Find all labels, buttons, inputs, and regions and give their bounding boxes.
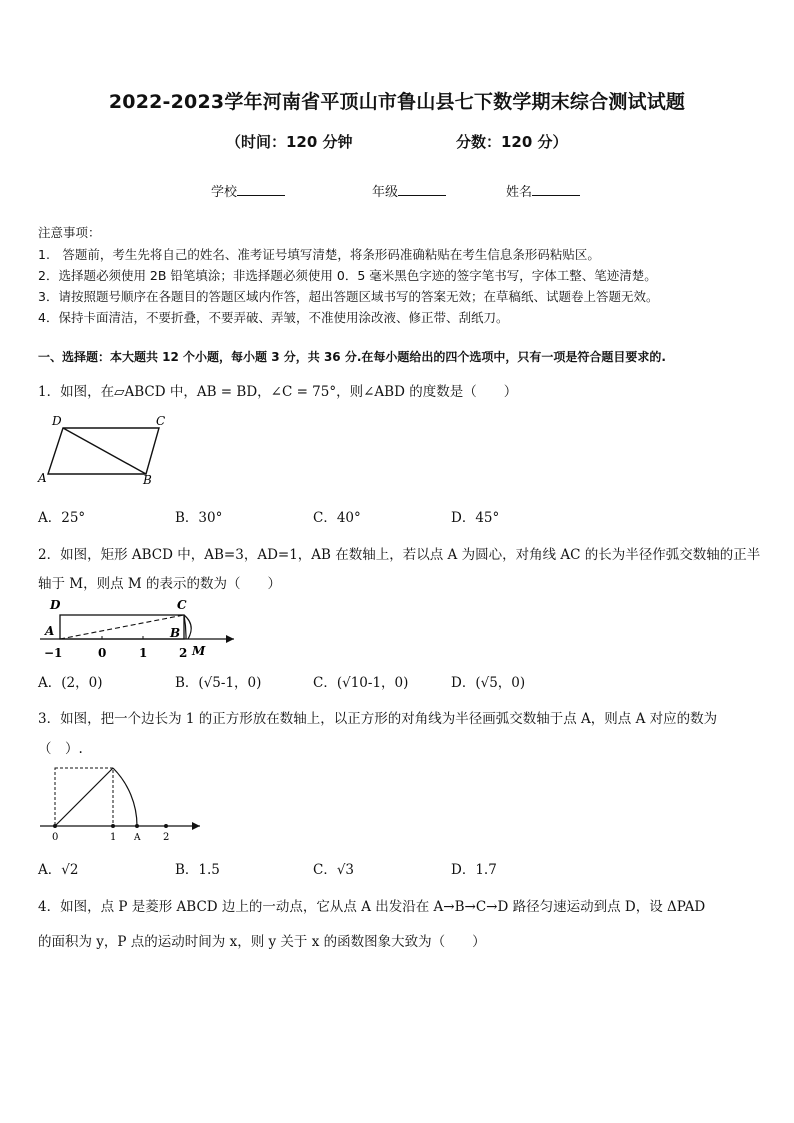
note-item: 4．保持卡面清洁，不要折叠，不要弄破、弄皱，不准使用涂改液、修正带、刮纸刀。 <box>38 310 509 325</box>
point-0 <box>53 824 57 828</box>
point-1 <box>111 824 115 828</box>
q2-option-c[interactable]: C．(√10-1，0) <box>313 675 409 691</box>
label-c: C <box>156 414 166 428</box>
name-blank[interactable] <box>532 182 580 196</box>
section-heading: 一、选择题：本大题共 12 个小题，每小题 3 分，共 36 分.在每小题给出的四个选项中，只有一项是符合题目要求的. <box>38 350 666 364</box>
label-b: B <box>170 626 181 640</box>
label-a: A <box>38 471 47 485</box>
grade-blank[interactable] <box>398 182 446 196</box>
arc-to-a <box>113 768 137 826</box>
grade-label: 年级 <box>372 185 399 200</box>
q1-option-a[interactable]: A．25° <box>38 510 86 526</box>
label-m: M <box>192 644 206 658</box>
q2-text-line1: 2．如图，矩形 ABCD 中，AB=3，AD=1，AB 在数轴上，若以点 A 为圆心，对角线 AC 的长为半径作弧交数轴的正半 <box>38 547 761 563</box>
grade-field[interactable] <box>372 181 446 200</box>
school-label: 学校 <box>211 185 238 200</box>
tick-label: A <box>134 833 141 843</box>
note-item: 3．请按照题号顺序在各题目的答题区域内作答，超出答题区域书写的答案无效；在草稿纸、试题卷上答题无效。 <box>38 289 659 304</box>
axis-arrow <box>192 822 200 830</box>
diagonal-ac <box>60 615 184 639</box>
school-blank[interactable] <box>237 182 285 196</box>
exam-score: 分数：120 分） <box>456 133 568 151</box>
q2-option-b[interactable]: B．(√5-1，0) <box>175 675 262 691</box>
q1-option-c[interactable]: C．40° <box>313 510 361 526</box>
name-label: 姓名 <box>506 185 533 200</box>
q1-option-d[interactable]: D．45° <box>451 510 500 526</box>
q1-text: 1．如图，在▱ABCD 中，AB = BD，∠C = 75°，则∠ABD 的度数是（ ） <box>38 384 518 400</box>
note-item: 1. 答题前，考生先将自己的姓名、准考证号填写清楚，将条形码准确粘贴在考生信息条形码粘贴区。 <box>38 247 600 262</box>
notes-heading: 注意事项： <box>38 225 101 240</box>
label-d: D <box>50 598 61 612</box>
axis-arrow <box>226 635 234 643</box>
q1-option-b[interactable]: B．30° <box>175 510 223 526</box>
school-field[interactable] <box>211 181 285 200</box>
q2-rectangle-figure <box>36 595 240 661</box>
tick-label: −1 <box>44 646 63 660</box>
q3-option-c[interactable]: C．√3 <box>313 862 355 878</box>
exam-time: （时间：120 分钟 <box>226 133 353 151</box>
q3-option-a[interactable]: A．√2 <box>38 862 79 878</box>
tick-label: 1 <box>139 646 148 660</box>
q1-parallelogram-figure <box>34 412 174 488</box>
tick-label: 0 <box>98 646 107 660</box>
tick-label: 1 <box>110 832 117 843</box>
q4-text-line2: 的面积为 y，P 点的运动时间为 x，则 y 关于 x 的函数图象大致为（ ） <box>38 934 486 950</box>
q2-text-line2: 轴于 M，则点 M 的表示的数为（ ） <box>38 576 282 592</box>
q3-square-figure <box>38 760 204 844</box>
square-diagonal <box>55 768 113 826</box>
q4-text-line1: 4．如图，点 P 是菱形 ABCD 边上的一动点，它从点 A 出发沿在 A→B→C→D 路径匀速运动到点 D，设 ΔPAD <box>38 899 706 915</box>
point-a <box>135 824 139 828</box>
diagonal-bd <box>63 428 146 474</box>
q2-option-a[interactable]: A．(2，0) <box>38 675 103 691</box>
point-2 <box>164 824 168 828</box>
q2-option-d[interactable]: D．(√5，0) <box>451 675 526 691</box>
q3-option-b[interactable]: B．1.5 <box>175 862 220 878</box>
name-field[interactable] <box>506 181 580 200</box>
note-item: 2．选择题必须使用 2B 铅笔填涂；非选择题必须使用 0．5 毫米黑色字迹的签字笔书写，字体工整、笔迹清楚。 <box>38 268 657 283</box>
label-a: A <box>45 624 55 638</box>
label-b: B <box>143 473 152 487</box>
q3-text-line1: 3．如图，把一个边长为 1 的正方形放在数轴上，以正方形的对角线为半径画弧交数轴于点 A，则点 A 对应的数为 <box>38 711 718 727</box>
label-c: C <box>177 598 187 612</box>
label-d: D <box>52 414 62 428</box>
tick-label: 2 <box>163 832 170 843</box>
q3-text-line2: （ ）. <box>38 741 83 757</box>
tick-label: 0 <box>52 832 59 843</box>
page-title: 2022-2023学年河南省平顶山市鲁山县七下数学期末综合测试试题 <box>108 91 686 113</box>
tick-label: 2 <box>179 646 188 660</box>
q3-option-d[interactable]: D．1.7 <box>451 862 497 878</box>
